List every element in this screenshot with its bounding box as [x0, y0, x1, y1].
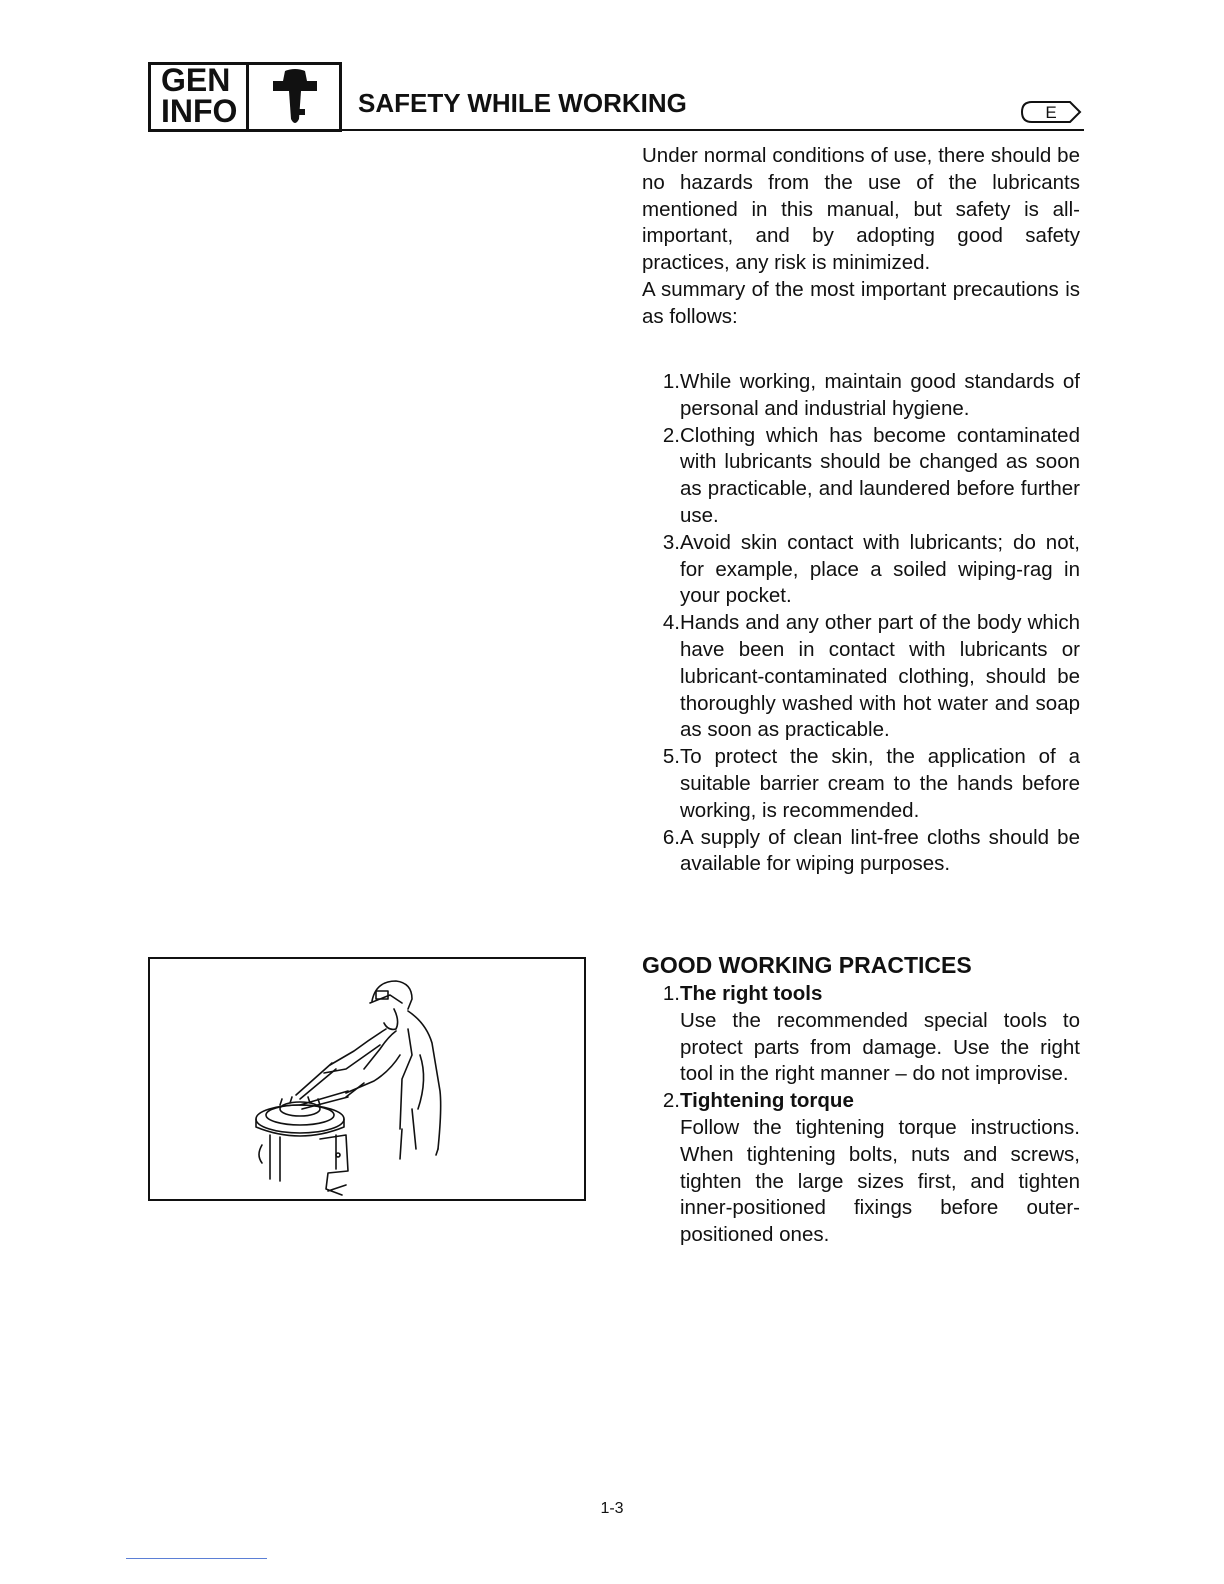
item-title: Tightening torque — [680, 1089, 854, 1113]
illustration-box — [148, 957, 586, 1201]
intro-paragraph: A summary of the most important precautions is as follows: — [642, 277, 1080, 328]
precautions-list — [652, 369, 1080, 878]
item-number: 4. — [662, 611, 680, 635]
item-number: 2. — [662, 1089, 680, 1113]
intro-text — [642, 143, 1080, 331]
list-item — [652, 981, 1080, 1088]
item-text: Use the recommended special tools to protect parts from damage. Use the right tool in the right manner – do not improvise. — [680, 1008, 1080, 1086]
list-item — [652, 369, 1080, 423]
item-number: 1. — [662, 370, 680, 393]
section-badge — [148, 62, 342, 132]
list-item — [652, 744, 1080, 824]
item-number: 5. — [662, 745, 680, 769]
page-title: SAFETY WHILE WORKING — [358, 88, 687, 118]
list-item — [652, 1088, 1080, 1249]
item-number: 3. — [662, 530, 680, 554]
intro-paragraph: Under normal conditions of use, there should be no hazards from the use of the lubricants mentioned in this manual, but safety is all-important, and by adopting good safety practices, any risk is minimized. — [642, 144, 1080, 275]
item-text: To protect the skin, the application of a suitable barrier cream to the hands before working, is recommended. — [680, 745, 1080, 822]
list-item — [652, 423, 1080, 530]
outboard-motor-icon — [251, 65, 339, 129]
footer-link-line — [126, 1558, 267, 1559]
item-text: Hands and any other part of the body which have been in contact with lubricants or lubricant-contaminated clothing, should be thoroughly washed with hot water and soap as soon as practicable. — [680, 611, 1080, 742]
badge-label — [153, 62, 249, 129]
item-text: Avoid skin contact with lubricants; do not, for example, place a soiled wiping-rag in your pocket. — [680, 530, 1080, 608]
header-rule — [342, 129, 1084, 131]
list-item — [652, 825, 1080, 879]
practices-list — [652, 981, 1080, 1249]
page-number: 1-3 — [600, 1500, 624, 1517]
item-text: Follow the tightening torque instructions. When tightening bolts, nuts and screws, tighten the large sizes first, and tighten inner-positioned fixings before outer-positioned ones. — [680, 1115, 1080, 1247]
item-number: 2. — [662, 423, 680, 447]
list-item — [652, 530, 1080, 610]
mechanic-illustration — [150, 959, 584, 1199]
badge-line-info: INFO — [161, 93, 238, 129]
section-heading: GOOD WORKING PRACTICES — [642, 952, 972, 978]
item-text: While working, maintain good standards of personal and industrial hygiene. — [680, 370, 1080, 420]
item-text: Clothing which has become contaminated with lubricants should be changed as soon as practicable, and laundered before further use. — [680, 423, 1080, 527]
list-item — [652, 610, 1080, 744]
item-number: 1. — [662, 982, 680, 1005]
header-rule-left — [148, 129, 342, 132]
item-text: A supply of clean lint-free cloths should be available for wiping purposes. — [680, 825, 1080, 876]
language-e-icon — [1020, 100, 1082, 129]
language-code: E — [1045, 103, 1057, 122]
item-number: 6. — [662, 825, 680, 849]
badge-line-gen: GEN — [161, 62, 231, 98]
item-title: The right tools — [680, 982, 823, 1005]
